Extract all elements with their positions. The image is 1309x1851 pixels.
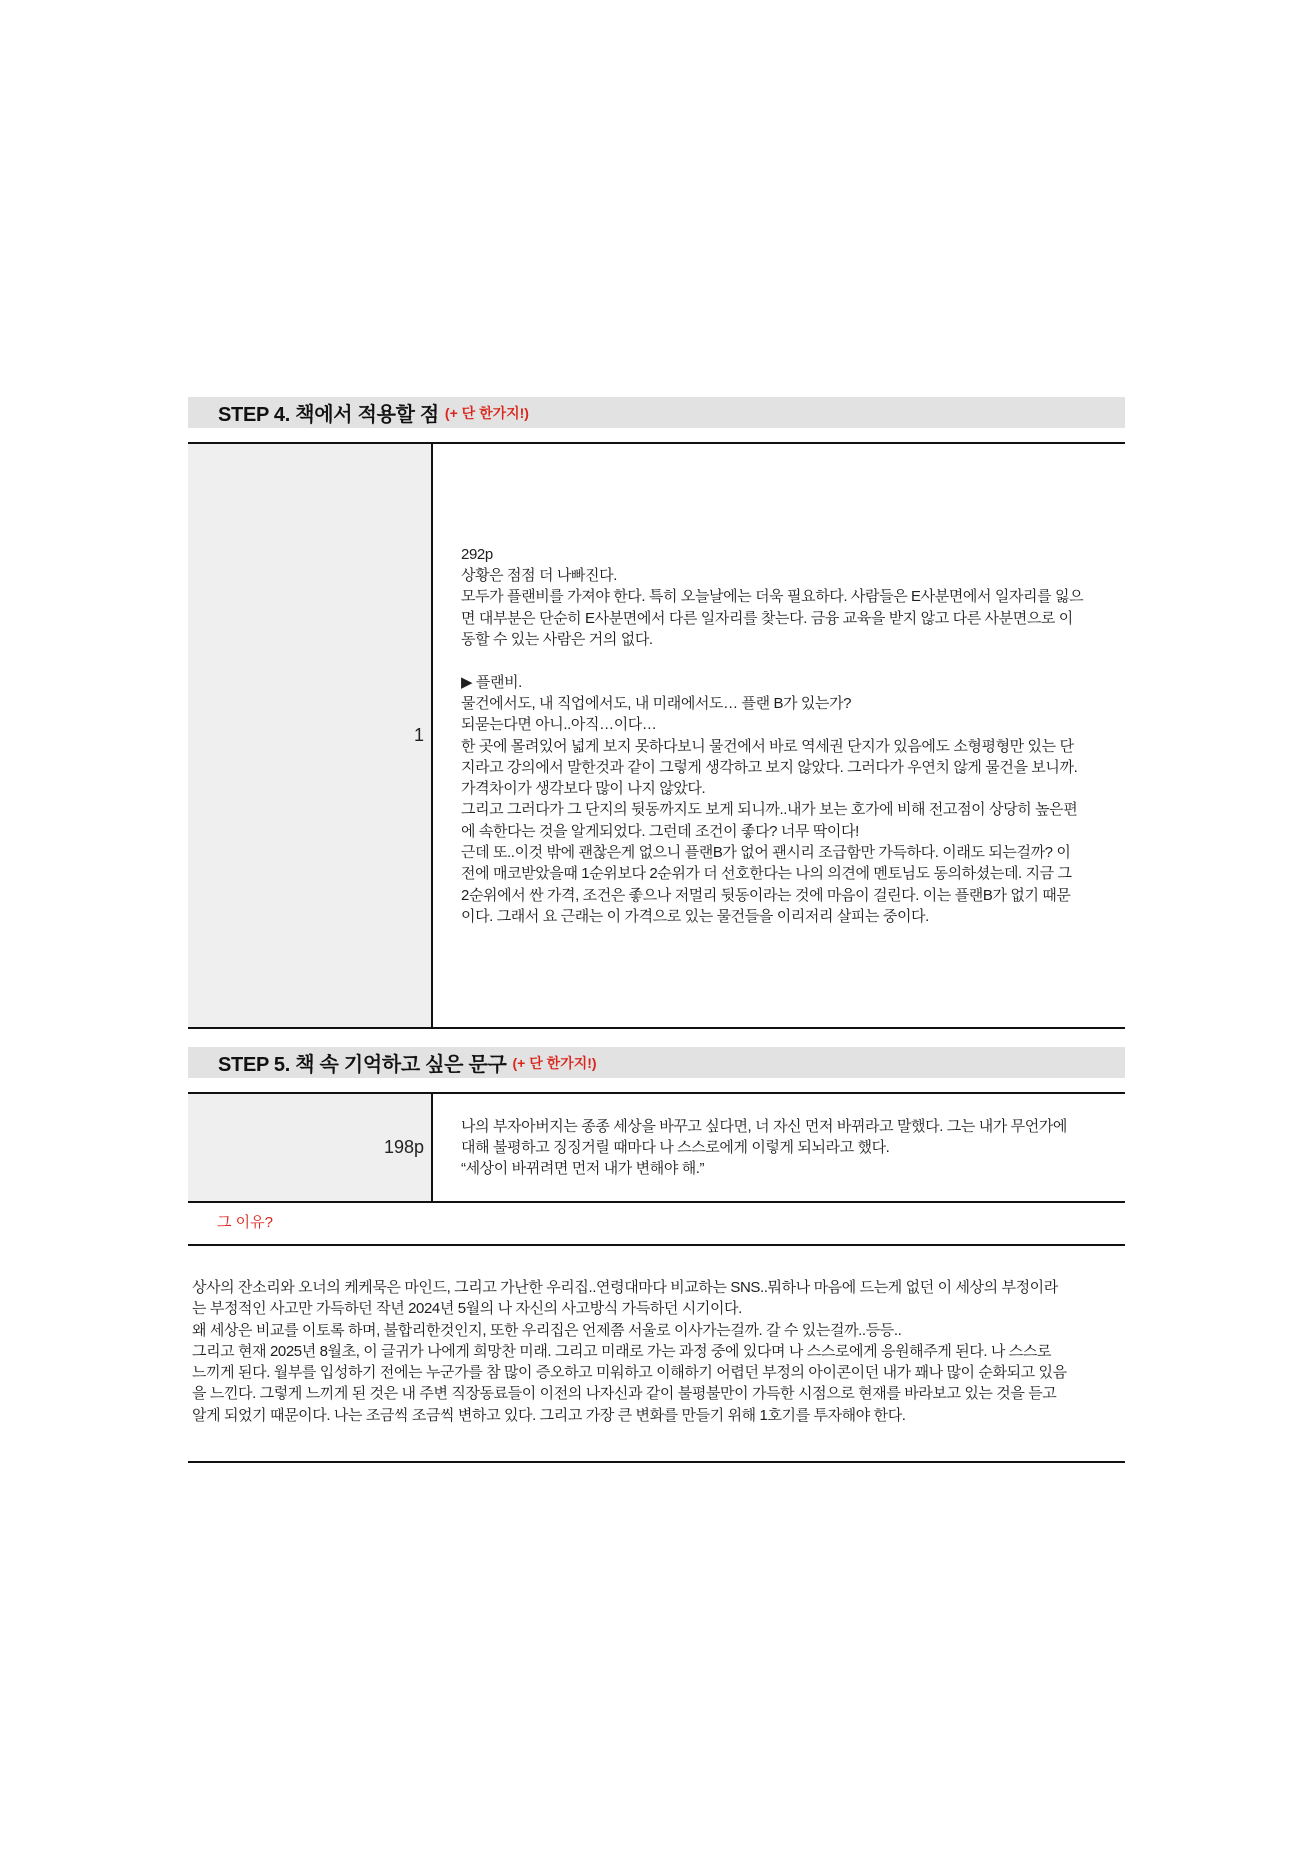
text-line: 지라고 강의에서 말한것과 같이 그렇게 생각하고 보지 않았다. 그러다가 우연치 않게 물건을 보니까. [461,758,1078,776]
step4-label-cell [188,444,433,1027]
text-line: ▶ 플랜비. [461,673,522,691]
text-line: 알게 되었기 때문이다. 나는 조금씩 조금씩 변하고 있다. 그리고 가장 큰 변화를 만들기 위해 1호기를 투자해야 한다. [192,1406,906,1424]
text-line: 292p [461,545,493,563]
text-line: 면 대부분은 단순히 E사분면에서 다른 일자리를 찾는다. 금융 교육을 받지 않고 다른 사분면으로 이 [461,609,1073,627]
paragraph-spacer [461,650,1121,671]
divider [188,1244,1125,1246]
text-line: 느끼게 된다. 월부를 입성하기 전에는 누군가를 참 많이 증오하고 미워하고 이해하기 어렵던 부정의 아이콘이던 내가 꽤나 많이 순화되고 있음 [192,1364,1067,1382]
text-line: 근데 또..이것 밖에 괜찮은게 없으니 플랜B가 없어 괜시리 조급함만 가득하다. 이래도 되는걸까? 이 [461,843,1071,861]
text-line: 에 속한다는 것을 알게되었다. 그런데 조건이 좋다? 너무 딱이다! [461,822,859,840]
text-line: 나의 부자아버지는 종종 세상을 바꾸고 싶다면, 너 자신 먼저 바뀌라고 말했다. 그는 내가 무언가에 [461,1117,1068,1135]
text-line: 그리고 그러다가 그 단지의 뒷동까지도 보게 되니까..내가 보는 호가에 비해 전고점이 상당히 높은편 [461,801,1078,819]
step5-content-cell [433,1094,1125,1201]
step5-table [188,1092,1125,1203]
step4-title: STEP 4. 책에서 적용할 점 [218,404,439,426]
text-line: 2순위에서 싼 가격, 조건은 좋으나 저멀리 뒷동이라는 것에 마음이 걸린다. 이는 플랜B가 없기 때문 [461,886,1071,904]
text-line: 되묻는다면 아니..아직…이다… [461,716,657,734]
step5-page-number: 198p [383,1137,424,1157]
text-line: “세상이 바뀌려면 먼저 내가 변해야 해.” [461,1160,705,1178]
text-line: 모두가 플랜비를 가져야 한다. 특히 오늘날에는 더욱 필요하다. 사람들은 E사분면에서 일자리를 잃으 [461,588,1084,606]
text-line: 을 느낀다. 그렇게 느끼게 된 것은 내 주변 직장동료들이 이전의 나자신과 같이 불평불만이 가득한 시점으로 현재를 바라보고 있는 것을 듣고 [192,1385,1057,1403]
reason-label: 그 이유? [217,1214,273,1231]
text-line: 동할 수 있는 사람은 거의 없다. [461,631,653,649]
step4-row-number: 1 [413,725,424,745]
text-line: 왜 세상은 비교를 이토록 하며, 불합리한것인지, 또한 우리집은 언제쯤 서울로 이사가는걸까. 갈 수 있는걸까..등등.. [192,1321,902,1339]
text-line: 상황은 점점 더 나빠진다. [461,567,617,585]
text-line: 대해 불평하고 징징거릴 때마다 나 스스로에게 이렇게 되뇌라고 했다. [461,1138,890,1156]
text-line: 한 곳에 몰려있어 넓게 보지 못하다보니 물건에서 바로 역세권 단지가 있음에도 소형평형만 있는 단 [461,737,1074,755]
step4-table [188,442,1125,1029]
step5-header [188,1047,1125,1078]
step5-title: STEP 5. 책 속 기억하고 싶은 문구 [218,1054,507,1076]
divider [188,1461,1125,1463]
step5-note: (+ 단 한가지!) [512,1054,597,1071]
text-line: 그리고 현재 2025년 8월초, 이 글귀가 나에게 희망찬 미래. 그리고 미래로 가는 과정 중에 있다며 나 스스로에게 응원해주게 된다. 나 스스로 [192,1342,1052,1360]
step4-header [188,397,1125,428]
step4-content-cell [433,444,1125,1027]
text-line: 이다. 그래서 요 근래는 이 가격으로 있는 물건들을 이리저리 살피는 중이다. [461,907,929,925]
text-line: 가격차이가 생각보다 많이 나지 않았다. [461,780,706,798]
step4-note: (+ 단 한가지!) [444,404,529,421]
step5-label-cell [188,1094,433,1201]
text-line: 물건에서도, 내 직업에서도, 내 미래에서도… 플랜 B가 있는가? [461,694,852,712]
text-line: 전에 매코받았을때 1순위보다 2순위가 더 선호한다는 나의 의견에 멘토님도 동의하셨는데. 지금 그 [461,865,1072,883]
text-line: 상사의 잔소리와 오너의 케케묵은 마인드, 그리고 가난한 우리집..연령대마다 비교하는 SNS..뭐하나 마음에 드는게 없던 이 세상의 부정이라 [192,1279,1058,1296]
text-line: 는 부정적인 사고만 가득하던 작년 2024년 5월의 나 자신의 사고방식 가득하던 시기이다. [192,1300,742,1318]
reason-text-block [192,1277,1125,1426]
